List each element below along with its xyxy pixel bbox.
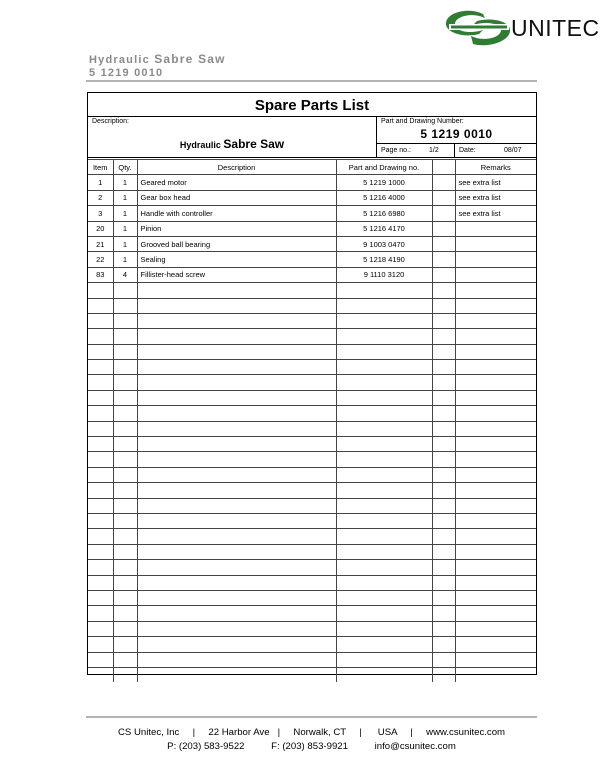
cell-blank [432, 529, 455, 544]
table-row [88, 452, 536, 467]
table-row [88, 437, 536, 452]
header-separator [88, 157, 536, 158]
cell-part-number [336, 390, 432, 405]
cell-item [88, 437, 113, 452]
col-header-part-number: Part and Drawing no. [336, 160, 432, 175]
header-part-number: 5 1219 0010 [89, 67, 164, 79]
cell-part-number [336, 406, 432, 421]
cell-qty [113, 375, 137, 390]
cell-qty [113, 329, 137, 344]
cell-blank [432, 344, 455, 359]
table-row [88, 206, 536, 221]
cell-description [137, 452, 336, 467]
cell-item [88, 467, 113, 482]
table-row [88, 344, 536, 359]
cell-part-number [336, 344, 432, 359]
cell-blank [432, 621, 455, 636]
cell-part-number: 5 1216 4000 [336, 190, 432, 205]
cell-qty [113, 406, 137, 421]
cell-remarks [455, 375, 536, 390]
cell-part-number: 5 1216 4170 [336, 221, 432, 236]
cell-blank [432, 467, 455, 482]
cell-item [88, 575, 113, 590]
cell-description [137, 575, 336, 590]
table-row [88, 621, 536, 636]
cell-remarks: see extra list [455, 190, 536, 205]
cell-remarks: see extra list [455, 206, 536, 221]
table-row [88, 406, 536, 421]
cell-blank [432, 206, 455, 221]
table-row [88, 575, 536, 590]
page-value: 1/2 [429, 147, 439, 154]
table-row [88, 221, 536, 236]
cell-qty [113, 637, 137, 652]
footer-address: CS Unitec, Inc | 22 Harbor Ave | Norwalk, CT | USA | www.csunitec.com [117, 727, 506, 738]
cell-blank [432, 329, 455, 344]
cell-remarks [455, 498, 536, 513]
cell-item [88, 652, 113, 667]
cell-part-number [336, 329, 432, 344]
cell-qty [113, 344, 137, 359]
cell-description: Gear box head [137, 190, 336, 205]
cell-description [137, 590, 336, 605]
cell-blank [432, 375, 455, 390]
description-box [88, 117, 377, 157]
part-drawing-number-box [377, 117, 536, 144]
cell-remarks [455, 652, 536, 667]
cell-item [88, 313, 113, 328]
table-row [88, 498, 536, 513]
cell-description [137, 298, 336, 313]
cell-blank [432, 544, 455, 559]
cell-qty [113, 390, 137, 405]
cell-item: 1 [88, 175, 113, 190]
cell-item: 22 [88, 252, 113, 267]
date-value: 08/07 [504, 147, 522, 154]
cell-item [88, 344, 113, 359]
cell-qty: 1 [113, 236, 137, 251]
col-header-item: Item [88, 160, 113, 175]
cell-qty [113, 437, 137, 452]
cell-qty: 1 [113, 175, 137, 190]
table-row [88, 390, 536, 405]
cell-blank [432, 483, 455, 498]
cell-qty: 1 [113, 190, 137, 205]
cell-remarks [455, 529, 536, 544]
cell-part-number [336, 313, 432, 328]
parts-table [88, 159, 536, 682]
table-row [88, 529, 536, 544]
cell-qty [113, 452, 137, 467]
table-row [88, 252, 536, 267]
cell-remarks [455, 390, 536, 405]
cell-part-number [336, 421, 432, 436]
cell-blank [432, 390, 455, 405]
cell-blank [432, 513, 455, 528]
cell-blank [432, 175, 455, 190]
cell-remarks [455, 313, 536, 328]
cell-part-number [336, 467, 432, 482]
table-row [88, 560, 536, 575]
pdn-label: Part and Drawing Number: [381, 118, 464, 125]
table-row [88, 667, 536, 682]
cell-part-number [336, 452, 432, 467]
table-row [88, 467, 536, 482]
cell-blank [432, 313, 455, 328]
cell-description [137, 667, 336, 682]
table-row [88, 329, 536, 344]
cell-item: 83 [88, 267, 113, 282]
cell-description [137, 637, 336, 652]
company-logo [443, 8, 600, 46]
date-box [455, 144, 536, 157]
cell-remarks [455, 452, 536, 467]
cell-description [137, 313, 336, 328]
cell-blank [432, 421, 455, 436]
cell-item [88, 298, 113, 313]
table-row [88, 236, 536, 251]
cell-description: Sealing [137, 252, 336, 267]
header-product-small: Hydraulic [89, 54, 150, 66]
cell-blank [432, 452, 455, 467]
cell-item [88, 637, 113, 652]
cell-qty: 1 [113, 252, 137, 267]
cell-remarks [455, 267, 536, 282]
cell-qty: 1 [113, 221, 137, 236]
cell-item: 21 [88, 236, 113, 251]
cell-item [88, 421, 113, 436]
document-header [89, 53, 226, 80]
footer-divider [86, 716, 537, 718]
cell-blank [432, 190, 455, 205]
cell-part-number: 5 1216 6980 [336, 206, 432, 221]
cell-description [137, 375, 336, 390]
col-header-description: Description [137, 160, 336, 175]
cell-remarks [455, 421, 536, 436]
cell-item [88, 590, 113, 605]
cell-description [137, 437, 336, 452]
cell-remarks [455, 329, 536, 344]
cell-qty [113, 544, 137, 559]
cell-blank [432, 498, 455, 513]
table-row [88, 513, 536, 528]
description-small: Hydraulic [179, 140, 221, 150]
cell-item [88, 483, 113, 498]
cell-blank [432, 360, 455, 375]
cell-remarks [455, 667, 536, 682]
cell-remarks [455, 544, 536, 559]
cell-item [88, 621, 113, 636]
cell-part-number [336, 375, 432, 390]
cell-part-number [336, 360, 432, 375]
cell-qty [113, 421, 137, 436]
cell-item [88, 513, 113, 528]
cell-remarks [455, 560, 536, 575]
cell-description [137, 560, 336, 575]
cell-remarks [455, 360, 536, 375]
cell-blank [432, 437, 455, 452]
cell-remarks [455, 513, 536, 528]
cell-qty: 1 [113, 206, 137, 221]
cell-qty: 4 [113, 267, 137, 282]
cell-remarks [455, 637, 536, 652]
cell-description [137, 652, 336, 667]
cell-qty [113, 313, 137, 328]
page-label: Page no.: [381, 147, 411, 154]
col-header-remarks: Remarks [455, 160, 536, 175]
table-row [88, 313, 536, 328]
table-row [88, 590, 536, 605]
table-row [88, 544, 536, 559]
cell-part-number [336, 437, 432, 452]
cell-blank [432, 267, 455, 282]
cell-remarks [455, 298, 536, 313]
cell-item [88, 329, 113, 344]
cell-description [137, 621, 336, 636]
cell-remarks [455, 575, 536, 590]
cell-blank [432, 236, 455, 251]
table-row [88, 483, 536, 498]
page-number-box [377, 144, 455, 157]
table-row [88, 375, 536, 390]
cell-item [88, 283, 113, 298]
cell-blank [432, 221, 455, 236]
header-divider [86, 80, 537, 82]
cell-remarks [455, 621, 536, 636]
cell-blank [432, 590, 455, 605]
cell-item: 3 [88, 206, 113, 221]
table-row [88, 360, 536, 375]
cell-remarks [455, 252, 536, 267]
cell-description: Geared motor [137, 175, 336, 190]
sheet-title: Spare Parts List [88, 93, 536, 117]
cell-remarks [455, 437, 536, 452]
cell-qty [113, 513, 137, 528]
cell-part-number [336, 513, 432, 528]
table-row [88, 283, 536, 298]
cell-qty [113, 652, 137, 667]
cell-item: 2 [88, 190, 113, 205]
cell-description: Pinion [137, 221, 336, 236]
cell-item [88, 544, 113, 559]
cell-description [137, 283, 336, 298]
cell-part-number: 5 1218 4190 [336, 252, 432, 267]
cell-qty [113, 360, 137, 375]
cell-part-number [336, 652, 432, 667]
cell-description: Handle with controller [137, 206, 336, 221]
cell-description [137, 421, 336, 436]
cell-item [88, 560, 113, 575]
table-row [88, 267, 536, 282]
cell-part-number [336, 621, 432, 636]
cell-part-number [336, 498, 432, 513]
table-row [88, 421, 536, 436]
cell-blank [432, 575, 455, 590]
table-row [88, 190, 536, 205]
cell-part-number [336, 667, 432, 682]
cell-item [88, 406, 113, 421]
cell-item [88, 360, 113, 375]
cell-part-number [336, 283, 432, 298]
cell-part-number: 9 1110 3120 [336, 267, 432, 282]
cell-part-number [336, 606, 432, 621]
cell-description [137, 329, 336, 344]
cell-part-number [336, 544, 432, 559]
cell-qty [113, 529, 137, 544]
cell-description [137, 344, 336, 359]
spare-parts-sheet [87, 92, 537, 675]
cell-description [137, 467, 336, 482]
cell-qty [113, 560, 137, 575]
cell-item [88, 390, 113, 405]
table-row [88, 175, 536, 190]
cell-blank [432, 652, 455, 667]
cell-description [137, 498, 336, 513]
cell-qty [113, 621, 137, 636]
table-row [88, 606, 536, 621]
cell-part-number [336, 560, 432, 575]
cell-blank [432, 560, 455, 575]
cell-item [88, 529, 113, 544]
pdn-value: 5 1219 0010 [420, 127, 493, 141]
cell-remarks [455, 406, 536, 421]
cell-remarks [455, 467, 536, 482]
cell-description [137, 360, 336, 375]
table-header-row [88, 160, 536, 175]
cell-qty [113, 483, 137, 498]
cell-qty [113, 575, 137, 590]
cs-swoosh-logo-icon [443, 8, 513, 46]
cell-blank [432, 298, 455, 313]
table-row [88, 298, 536, 313]
cell-part-number [336, 529, 432, 544]
cell-remarks [455, 590, 536, 605]
col-header-qty: Qty. [113, 160, 137, 175]
cell-remarks [455, 606, 536, 621]
cell-remarks: see extra list [455, 175, 536, 190]
cell-blank [432, 637, 455, 652]
cell-qty [113, 467, 137, 482]
cell-blank [432, 283, 455, 298]
cell-part-number [336, 575, 432, 590]
cell-qty [113, 298, 137, 313]
cell-qty [113, 590, 137, 605]
description-label: Description: [92, 118, 129, 125]
cell-blank [432, 667, 455, 682]
cell-item [88, 498, 113, 513]
cell-remarks [455, 236, 536, 251]
date-label: Date: [459, 147, 476, 154]
cell-item [88, 452, 113, 467]
cell-item [88, 375, 113, 390]
footer-contact: P: (203) 583-9522 F: (203) 853-9921 info@csunitec.com [167, 741, 456, 752]
cell-description [137, 483, 336, 498]
description-big: Sabre Saw [223, 137, 285, 151]
cell-part-number: 9 1003 0470 [336, 236, 432, 251]
cell-description: Fillister-head screw [137, 267, 336, 282]
cell-remarks [455, 221, 536, 236]
cell-part-number [336, 483, 432, 498]
cell-description [137, 544, 336, 559]
cell-remarks [455, 483, 536, 498]
header-product-big: Sabre Saw [154, 52, 226, 66]
cell-part-number: 5 1219 1000 [336, 175, 432, 190]
col-header-blank [432, 160, 455, 175]
cell-part-number [336, 637, 432, 652]
cell-part-number [336, 590, 432, 605]
cell-item [88, 606, 113, 621]
cell-description [137, 406, 336, 421]
cell-qty [113, 283, 137, 298]
cell-item: 20 [88, 221, 113, 236]
cell-remarks [455, 344, 536, 359]
cell-description: Grooved ball bearing [137, 236, 336, 251]
cell-qty [113, 606, 137, 621]
brand-name: UNITEC [511, 15, 600, 41]
cell-qty [113, 667, 137, 682]
cell-blank [432, 406, 455, 421]
cell-item [88, 667, 113, 682]
table-row [88, 652, 536, 667]
table-row [88, 637, 536, 652]
cell-remarks [455, 283, 536, 298]
cell-blank [432, 252, 455, 267]
cell-qty [113, 498, 137, 513]
cell-description [137, 529, 336, 544]
cell-description [137, 606, 336, 621]
cell-blank [432, 606, 455, 621]
cell-description [137, 513, 336, 528]
cell-description [137, 390, 336, 405]
cell-part-number [336, 298, 432, 313]
